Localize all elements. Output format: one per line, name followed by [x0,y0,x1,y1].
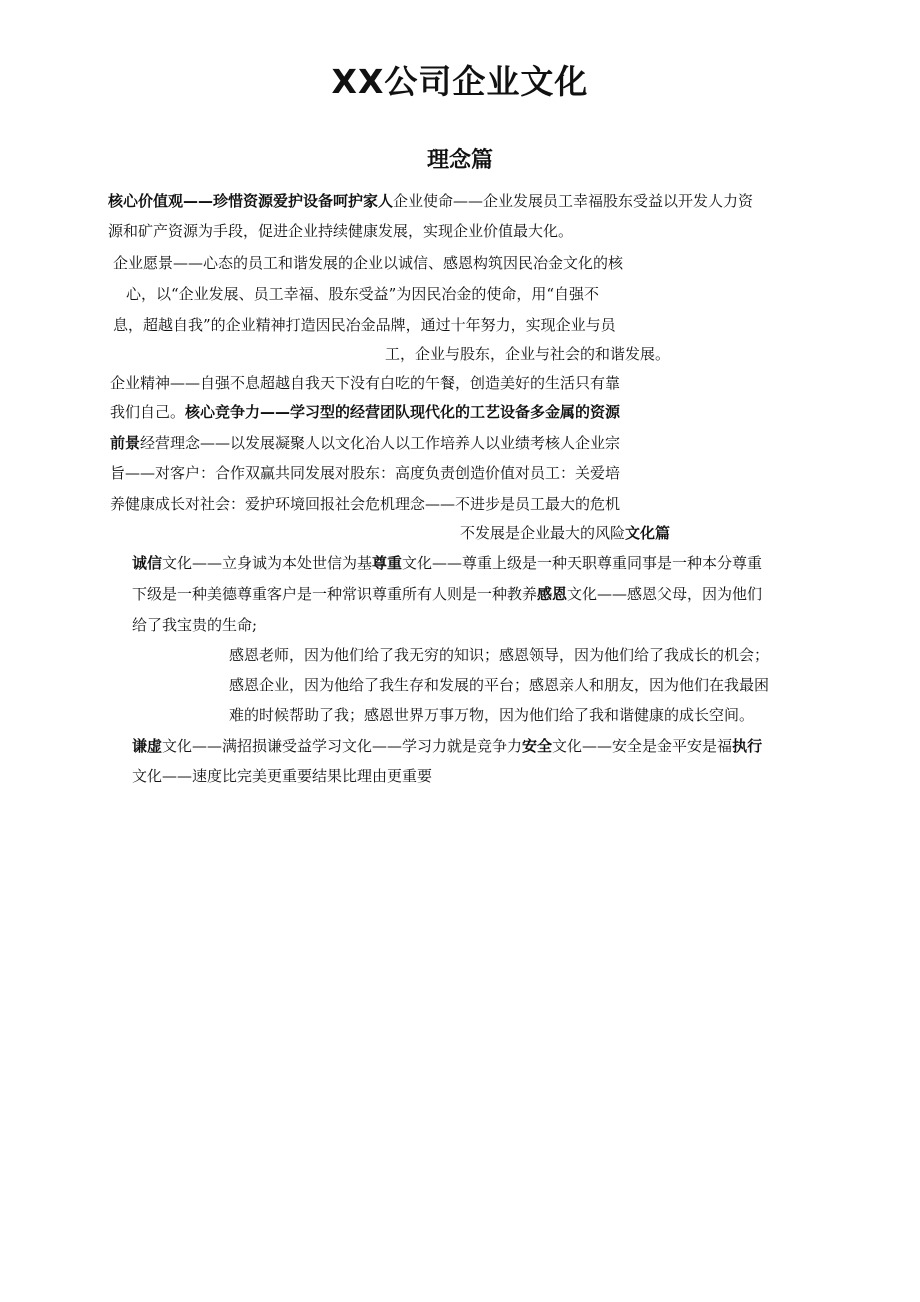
paragraph-line: 工，企业与股东，企业与社会的和谐发展。 [384,345,670,363]
respect-heading: 尊重 [372,554,403,572]
paragraph-text: 文化——感恩父母，因为他们 [567,585,763,603]
paragraph-line: 养健康成长对社会：爱护环境回报社会危机理念——不进步是员工最大的危机 [110,495,621,513]
paragraph-line: 旨——对客户：合作双赢共同发展对股东：高度负责创造价值对员工：关爱培 [110,464,621,482]
paragraph-line: 给了我宝贵的生命; [132,616,258,634]
paragraph-line: 感恩企业，因为他给了我生存和发展的平台；感恩亲人和朋友，因为他们在我最困 [229,676,770,694]
paragraph-text: 文化——尊重上级是一种天职尊重同事是一种本分尊重 [402,554,763,572]
paragraph-line [132,580,762,608]
paragraph-text: 下级是一种美德尊重客户是一种常识尊重所有人则是一种教养 [132,585,538,603]
paragraph-line [110,429,620,457]
prospect-heading: 前景 [110,434,141,452]
gratitude-heading: 感恩 [537,585,568,603]
core-values-heading: 核心价值观——珍惜资源爱护设备呵护家人 [108,192,394,210]
paragraph-line: 企业精神——自强不息超越自我天下没有白吃的午餐，创造美好的生活只有靠 [110,374,621,392]
paragraph-line [108,187,753,215]
paragraph-text: 文化——满招损谦受益学习文化——学习力就是竞争力 [162,737,523,755]
modesty-heading: 谦虚 [132,737,163,755]
paragraph-line [460,519,670,547]
section-title-philosophy: 理念篇 [426,148,493,173]
paragraph-text: 文化——安全是金平安是福 [552,737,733,755]
paragraph-line [132,732,762,760]
section-title-culture: 文化篇 [624,524,670,542]
mission-text: 企业使命——企业发展员工幸福股东受益以开发人力资 [393,192,754,210]
document-title: XX公司企业文化 [331,62,589,101]
paragraph-line: 感恩老师，因为他们给了我无穷的知识；感恩领导，因为他们给了我成长的机会； [229,646,770,664]
paragraph-line [132,549,762,577]
safety-heading: 安全 [522,737,553,755]
paragraph-text: 文化——立身诚为本处世信为基 [162,554,373,572]
paragraph-text: 经营理念——以发展凝聚人以文化冶人以工作培养人以业绩考核人企业宗 [140,434,621,452]
paragraph-line: 难的时候帮助了我；感恩世界万事万物，因为他们给了我和谐健康的成长空间。 [229,706,755,724]
paragraph-text: 不发展是企业最大的风险 [459,524,625,542]
paragraph-line: 心，以“企业发展、员工幸福、股东受益”为因民冶金的使命，用“自强不 [126,285,600,303]
core-competence-heading: 核心竞争力——学习型的经营团队现代化的工艺设备多金属的资源 [185,403,621,421]
paragraph-line: 源和矿产资源为手段，促进企业持续健康发展，实现企业价值最大化。 [108,222,574,240]
paragraph-line: 企业愿景——心态的员工和谐发展的企业以诚信、感恩构筑因民冶金文化的核 [113,254,624,272]
integrity-heading: 诚信 [132,554,163,572]
paragraph-line: 文化——速度比完美更重要结果比理由更重要 [132,767,433,785]
execution-heading: 执行 [732,737,763,755]
paragraph-line: 息，超越自我”的企业精神打造因民冶金品牌，通过十年努力，实现企业与员 [113,316,616,334]
paragraph-text: 我们自己。 [110,403,186,421]
paragraph-line [110,398,620,426]
